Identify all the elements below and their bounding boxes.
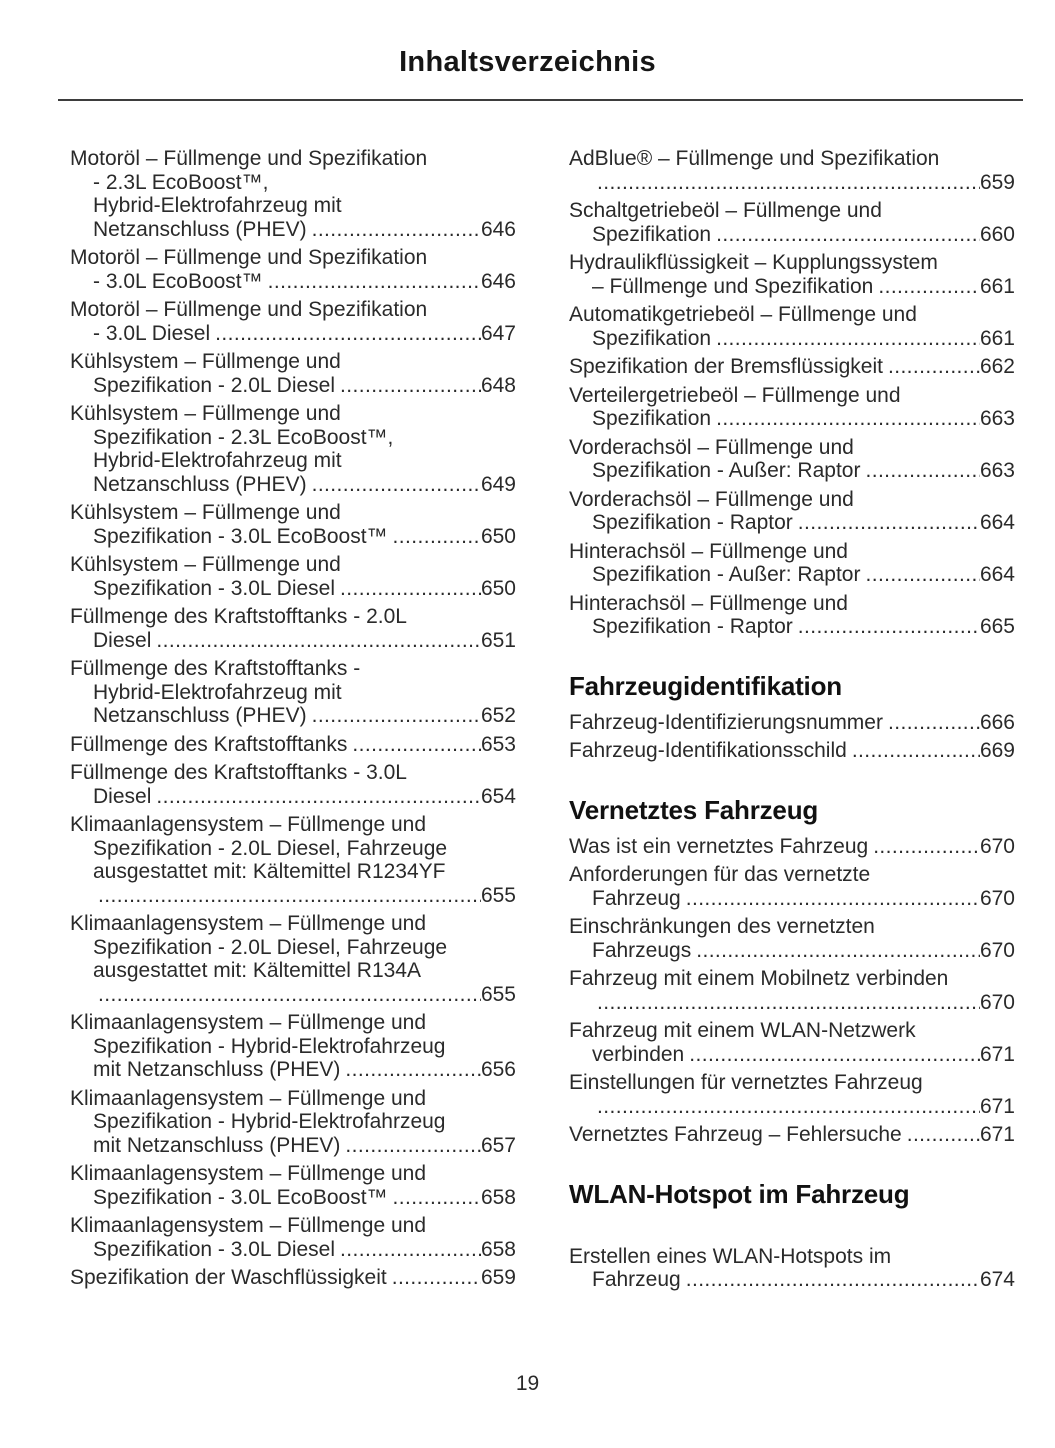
toc-entry-leader-line [569, 887, 1015, 911]
toc-entry-text: Spezifikation der Bremsflüssigkeit [569, 355, 883, 378]
page-ref: 663 [979, 459, 1015, 482]
toc-entry-text: verbinden [592, 1042, 685, 1066]
toc-entry-leader-line [70, 473, 516, 497]
toc-entry-text: Fahrzeug-Identifikationsschild [569, 739, 847, 762]
toc-entry-leader-line [70, 218, 516, 242]
dot-leader [865, 459, 979, 483]
dot-leader [888, 711, 980, 735]
toc-entry [569, 436, 1015, 483]
toc-entry-leader-line [70, 322, 516, 346]
toc-entry-text: - 3.0L EcoBoost™ [93, 269, 263, 293]
toc-entry [569, 1245, 1015, 1292]
toc-entry-text: Spezifikation - 3.0L EcoBoost™ [93, 524, 388, 548]
toc-entry [569, 967, 1015, 1014]
page-ref: 659 [979, 170, 1015, 194]
dot-leader [352, 733, 481, 757]
page-ref: 649 [480, 472, 516, 496]
dot-leader [716, 223, 980, 247]
toc-entry-text: mit Netzanschluss (PHEV) [93, 1058, 341, 1081]
toc-entry-line: Klimaanlagensystem – Füllmenge und [70, 813, 427, 836]
toc-entry-text: Fahrzeug [592, 1268, 681, 1291]
toc-entry-text: Spezifikation [592, 407, 712, 430]
toc-entry [70, 657, 516, 728]
dot-leader [345, 1058, 481, 1082]
page-ref: 650 [480, 576, 516, 600]
toc-entry [70, 298, 516, 345]
toc-entry-leader-line [569, 355, 1015, 379]
toc-entry-line: Klimaanlagensystem – Füllmenge und [70, 1214, 427, 1237]
toc-entry-leader-line [70, 1266, 516, 1290]
dot-leader [312, 704, 481, 728]
page-ref: 665 [979, 615, 1015, 638]
toc-entry-leader-line [70, 629, 516, 653]
toc-entry-leader-line [70, 884, 516, 908]
toc-entry-leader-line [569, 615, 1015, 639]
toc-entry-line: Fahrzeug mit einem Mobilnetz verbinden [569, 967, 949, 990]
toc-entry-leader-line [70, 1238, 516, 1262]
dot-leader [215, 322, 481, 346]
dot-leader [392, 1266, 481, 1290]
toc-entry-text: - 3.0L Diesel [93, 321, 211, 345]
toc-entry-line: Füllmenge des Kraftstofftanks - [70, 657, 361, 680]
toc-entry-text: Spezifikation [592, 222, 712, 246]
toc-entry-text: Vernetztes Fahrzeug – Fehlersuche [569, 1123, 902, 1146]
dot-leader [716, 327, 980, 351]
toc-entry-text: Spezifikation - 3.0L Diesel [93, 1237, 336, 1261]
dot-leader [798, 511, 980, 535]
toc-entry [569, 384, 1015, 431]
toc-entry [70, 761, 516, 808]
toc-entry-line: Verteilergetriebeöl – Füllmenge und [569, 383, 901, 407]
toc-entry-line: Erstellen eines WLAN-Hotspots im [569, 1244, 892, 1268]
toc-entry-leader-line [70, 1058, 516, 1082]
dot-leader [98, 884, 481, 908]
toc-entry-leader-line [569, 1268, 1015, 1292]
toc-entry-line: Hybrid-Elektrofahrzeug mit [93, 680, 342, 704]
toc-entry-text: mit Netzanschluss (PHEV) [93, 1133, 341, 1157]
toc-entry [70, 553, 516, 600]
toc-entry-leader-line [70, 1134, 516, 1158]
page-ref: 663 [979, 407, 1015, 430]
toc-entry-leader-line [569, 563, 1015, 587]
toc-entry-line: Spezifikation - 2.0L Diesel, Fahrzeuge [93, 836, 448, 860]
toc-entry-line: Kühlsystem – Füllmenge und [70, 350, 341, 373]
toc-entry-line: ausgestattet mit: Kältemittel R1234YF [93, 860, 446, 883]
toc-entry-text: Spezifikation - 3.0L Diesel [93, 576, 336, 600]
toc-entry-text: Fahrzeugs [592, 938, 692, 962]
toc-entry [569, 147, 1015, 194]
toc-entry-text: Diesel [93, 784, 152, 808]
toc-entry-line: - 2.3L EcoBoost™, [93, 170, 269, 194]
toc-entry-leader-line [569, 459, 1015, 483]
toc-entry-line: Schaltgetriebeöl – Füllmenge und [569, 199, 882, 222]
toc-entry-leader-line [569, 739, 1015, 763]
toc-entry-line: Hinterachsöl – Füllmenge und [569, 591, 848, 615]
dot-leader [340, 374, 481, 398]
toc-entry-leader-line [70, 733, 516, 757]
toc-entry [70, 1214, 516, 1261]
toc-entry [569, 1123, 1015, 1147]
toc-entry [569, 863, 1015, 910]
toc-entry-leader-line [569, 275, 1015, 299]
page-ref: 664 [979, 511, 1015, 534]
toc-entry [70, 147, 516, 241]
page-ref: 670 [979, 834, 1015, 858]
toc-entry [70, 1087, 516, 1158]
dot-leader [340, 577, 481, 601]
page-ref: 661 [979, 326, 1015, 350]
toc-entry-line: Spezifikation - Hybrid-Elektrofahrzeug [93, 1110, 446, 1133]
toc-entry-line: AdBlue® – Füllmenge und Spezifikation [569, 147, 940, 170]
toc-entry-line: Hybrid-Elektrofahrzeug mit [93, 194, 342, 217]
toc-entry-text: Spezifikation der Waschflüssigkeit [70, 1266, 387, 1289]
toc-entry-leader-line [569, 171, 1015, 195]
toc-entry-leader-line [70, 270, 516, 294]
toc-entry-line: Einstellungen für vernetztes Fahrzeug [569, 1071, 923, 1094]
toc-column [569, 147, 1015, 1297]
toc-entry-line: Motoröl – Füllmenge und Spezifikation [70, 298, 428, 321]
page-ref: 661 [979, 274, 1015, 298]
page-ref: 659 [480, 1266, 516, 1289]
page-ref: 671 [979, 1042, 1015, 1066]
dot-leader [393, 1186, 481, 1210]
dot-leader [907, 1123, 980, 1147]
section-heading: Vernetztes Fahrzeug [569, 794, 819, 825]
dot-leader [798, 615, 980, 639]
toc-entry-text: Spezifikation - 3.0L EcoBoost™ [93, 1185, 388, 1209]
toc-entry-line: Kühlsystem – Füllmenge und [70, 501, 341, 524]
toc-entry-line: Füllmenge des Kraftstofftanks - 3.0L [70, 761, 407, 784]
toc-entry [569, 251, 1015, 298]
toc-columns [70, 147, 1015, 1297]
toc-entry [569, 835, 1015, 859]
toc-entry [569, 711, 1015, 735]
dot-leader [689, 1043, 980, 1067]
title-divider [58, 99, 1023, 101]
toc-entry-leader-line [569, 1095, 1015, 1119]
toc-entry-leader-line [569, 991, 1015, 1015]
dot-leader [597, 171, 980, 195]
toc-entry-leader-line [70, 1186, 516, 1210]
page-ref: 655 [480, 982, 516, 1006]
toc-entry-line: Anforderungen für das vernetzte [569, 863, 871, 886]
toc-entry [569, 915, 1015, 962]
toc-entry-leader-line [569, 711, 1015, 735]
toc-entry-line: Kühlsystem – Füllmenge und [70, 402, 341, 425]
toc-entry-text: Netzanschluss (PHEV) [93, 472, 307, 496]
page-ref: 648 [480, 373, 516, 397]
page-ref: 653 [480, 732, 516, 756]
toc-entry-line: Hybrid-Elektrofahrzeug mit [93, 449, 342, 472]
toc-entry-text: Spezifikation - Raptor [592, 511, 793, 534]
toc-entry-leader-line [569, 511, 1015, 535]
toc-entry-leader-line [569, 1043, 1015, 1067]
toc-entry [569, 1019, 1015, 1066]
dot-leader [696, 939, 980, 963]
page-ref: 647 [480, 321, 516, 345]
toc-entry-line: Hinterachsöl – Füllmenge und [569, 539, 848, 563]
page-ref: 646 [480, 217, 516, 241]
toc-entry-leader-line [70, 785, 516, 809]
toc-entry [70, 350, 516, 397]
toc-entry-leader-line [70, 374, 516, 398]
toc-entry [70, 402, 516, 496]
toc-entry [70, 1162, 516, 1209]
toc-entry-line: ausgestattet mit: Kältemittel R134A [93, 959, 421, 982]
dot-leader [340, 1238, 481, 1262]
toc-entry [569, 355, 1015, 379]
dot-leader [156, 785, 481, 809]
dot-leader [865, 563, 979, 587]
toc-entry-line: Automatikgetriebeöl – Füllmenge und [569, 303, 917, 326]
toc-entry-line: Spezifikation - 2.0L Diesel, Fahrzeuge [93, 935, 448, 959]
toc-entry [70, 1011, 516, 1082]
page-ref: 664 [979, 563, 1015, 586]
dot-leader [878, 275, 980, 299]
toc-entry-text: Diesel [93, 628, 152, 652]
toc-entry [70, 912, 516, 1006]
toc-entry [70, 605, 516, 652]
toc-entry-leader-line [70, 577, 516, 601]
toc-entry-line: Klimaanlagensystem – Füllmenge und [70, 1162, 427, 1185]
toc-entry-line: Motoröl – Füllmenge und Spezifikation [70, 147, 428, 170]
toc-entry-line: Kühlsystem – Füllmenge und [70, 553, 341, 576]
toc-entry-leader-line [569, 327, 1015, 351]
page-ref: 652 [480, 704, 516, 727]
dot-leader [345, 1134, 481, 1158]
toc-entry-line: Motoröl – Füllmenge und Spezifikation [70, 246, 428, 269]
page-ref: 651 [480, 628, 516, 652]
toc-entry-text: Spezifikation - Raptor [592, 615, 793, 638]
toc-entry-leader-line [569, 407, 1015, 431]
toc-entry [70, 813, 516, 907]
toc-entry-text: Spezifikation - Außer: Raptor [592, 459, 861, 482]
page-ref: 671 [979, 1094, 1015, 1118]
page-ref: 670 [979, 938, 1015, 962]
page-ref: 670 [979, 886, 1015, 910]
dot-leader [686, 1268, 980, 1292]
dot-leader [597, 991, 980, 1015]
page-ref: 646 [480, 269, 516, 293]
toc-entry-text: Fahrzeug-Identifizierungsnummer [569, 710, 883, 734]
toc-entry [569, 540, 1015, 587]
dot-leader [268, 270, 481, 294]
toc-entry [70, 733, 516, 757]
toc-entry [70, 501, 516, 548]
dot-leader [888, 355, 980, 379]
page-ref: 662 [979, 355, 1015, 378]
toc-entry-text: Spezifikation - 2.0L Diesel [93, 373, 336, 397]
toc-entry-leader-line [569, 1123, 1015, 1147]
toc-entry-line: Spezifikation - Hybrid-Elektrofahrzeug [93, 1034, 446, 1058]
toc-entry-text: Was ist ein vernetztes Fahrzeug [569, 834, 869, 858]
toc-entry-leader-line [70, 983, 516, 1007]
toc-entry-line: Füllmenge des Kraftstofftanks - 2.0L [70, 605, 407, 628]
toc-entry-text: Fahrzeug [592, 886, 681, 910]
dot-leader [597, 1095, 980, 1119]
toc-entry-leader-line [569, 835, 1015, 859]
toc-entry-line: Klimaanlagensystem – Füllmenge und [70, 912, 427, 935]
section-heading: WLAN-Hotspot im Fahrzeug [569, 1178, 910, 1209]
toc-entry-leader-line [569, 939, 1015, 963]
toc-entry [70, 1266, 516, 1290]
toc-entry-line: Vorderachsöl – Füllmenge und [569, 487, 854, 511]
section-heading: Fahrzeugidentifikation [569, 670, 842, 701]
dot-leader [312, 218, 481, 242]
toc-entry [569, 303, 1015, 350]
toc-entry [569, 592, 1015, 639]
toc-column [70, 147, 516, 1297]
page-ref: 669 [979, 739, 1015, 762]
page-ref: 650 [480, 524, 516, 548]
dot-leader [393, 525, 481, 549]
page-ref: 654 [480, 784, 516, 808]
toc-entry-text: Spezifikation - Außer: Raptor [592, 563, 861, 586]
toc-entry [569, 1071, 1015, 1118]
toc-entry-leader-line [70, 525, 516, 549]
toc-entry-text: – Füllmenge und Spezifikation [592, 274, 874, 298]
page-ref: 658 [480, 1185, 516, 1209]
page-title: Inhaltsverzeichnis [399, 46, 656, 78]
page-ref: 660 [979, 222, 1015, 246]
toc-entry-line: Spezifikation - 2.3L EcoBoost™, [93, 425, 394, 449]
dot-leader [716, 407, 980, 431]
page-ref: 674 [979, 1268, 1015, 1291]
dot-leader [852, 739, 980, 763]
toc-entry [569, 488, 1015, 535]
toc-entry-line: Einschränkungen des vernetzten [569, 915, 875, 938]
dot-leader [312, 473, 481, 497]
dot-leader [873, 835, 980, 859]
page-ref: 655 [480, 883, 516, 907]
page-ref: 671 [979, 1123, 1015, 1146]
toc-entry-text: Füllmenge des Kraftstofftanks [70, 732, 348, 756]
toc-entry [70, 246, 516, 293]
toc-entry [569, 199, 1015, 246]
dot-leader [686, 887, 980, 911]
page-ref: 670 [979, 990, 1015, 1014]
dot-leader [98, 983, 481, 1007]
toc-entry-line: Hydraulikflüssigkeit – Kupplungssystem [569, 251, 938, 274]
toc-entry-text: Netzanschluss (PHEV) [93, 704, 307, 727]
toc-entry [569, 739, 1015, 763]
toc-entry-leader-line [70, 704, 516, 728]
toc-entry-line: Klimaanlagensystem – Füllmenge und [70, 1086, 427, 1110]
toc-entry-line: Klimaanlagensystem – Füllmenge und [70, 1011, 427, 1034]
toc-entry-line: Fahrzeug mit einem WLAN-Netzwerk [569, 1019, 916, 1042]
toc-entry-text: Spezifikation [592, 326, 712, 350]
toc-entry-line: Vorderachsöl – Füllmenge und [569, 435, 854, 459]
page-ref: 658 [480, 1237, 516, 1261]
toc-entry-leader-line [569, 223, 1015, 247]
page-ref: 657 [480, 1133, 516, 1157]
page-ref: 666 [979, 710, 1015, 734]
page-ref: 656 [480, 1058, 516, 1081]
dot-leader [156, 629, 481, 653]
toc-entry-text: Netzanschluss (PHEV) [93, 217, 307, 241]
page-number: 19 [515, 1372, 540, 1395]
